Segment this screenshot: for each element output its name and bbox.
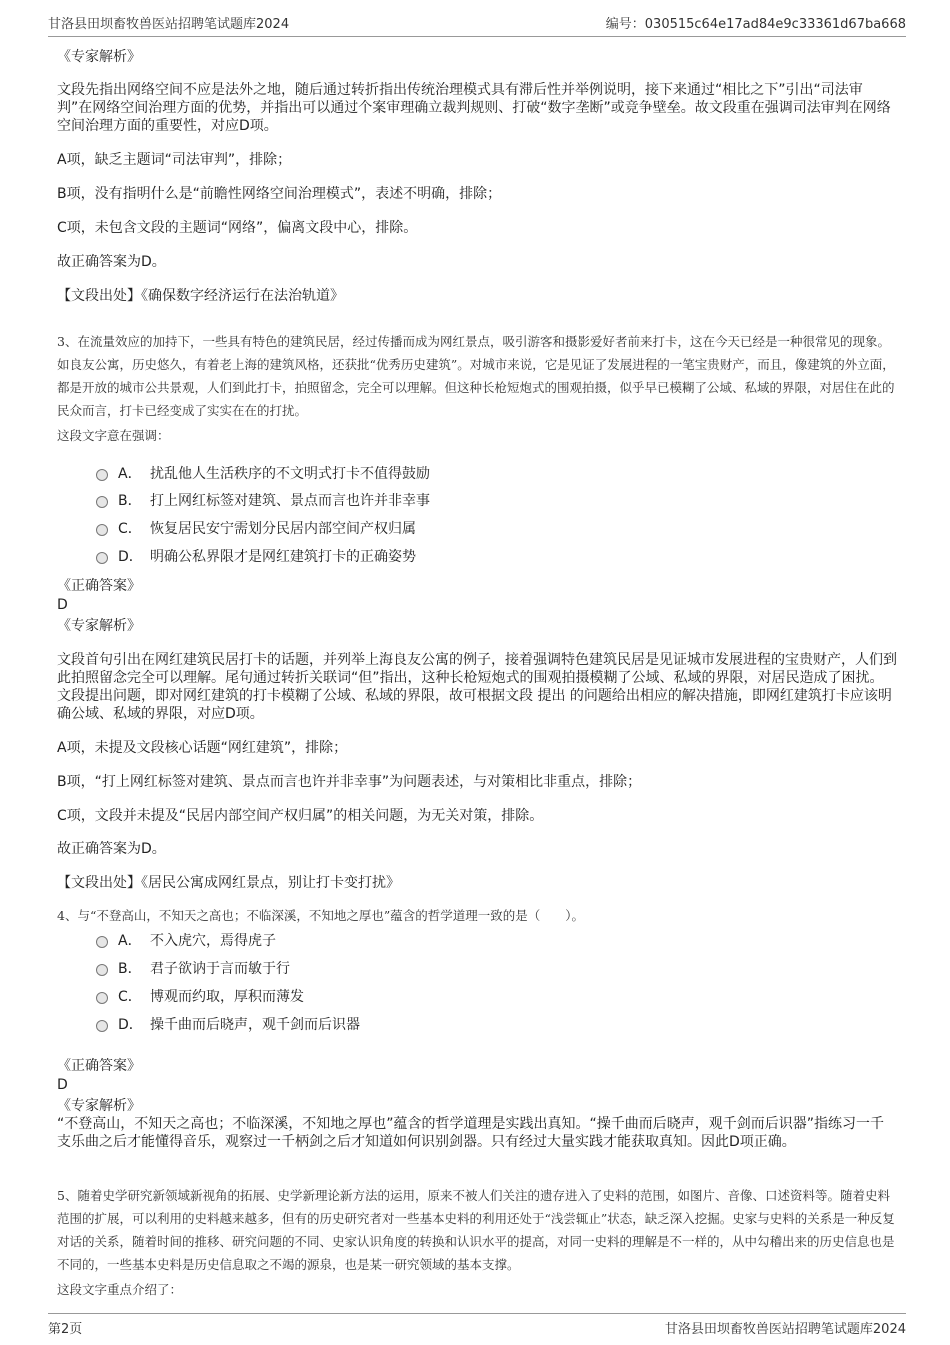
q3-option-a[interactable] [96,463,430,483]
option-label: D． [118,549,143,565]
option-label: C． [118,989,142,1005]
q2-analysis: 文段先指出网络空间不应是法外之地，随后通过转折指出传统治理模式具有滞后性并举例说明，接下来通过“相比之下”引出“司法审判”在网络空间治理方面的优势，并指出可以通过个案审理确立裁判规则、打破“数字垄断”或竞争壁垒。故文段重在强调司法审判在网络空间治理方面的重要性，对应D项。 [57,82,891,134]
q2-conclusion: 故正确答案为D。 [57,254,166,270]
option-label: A． [118,466,142,482]
radio-button[interactable] [96,1020,108,1032]
q3-analysis: 文段首句引出在网红建筑民居打卡的话题，并列举上海良友公寓的例子，接着强调特色建筑民居是见证城市发展进程的宝贵财产，人们到此拍照留念完全可以理解。尾句通过转折关联词“但”指出，这种长枪短炮式的围观拍摄模糊了公域、私域的界限，对居民造成了困扰。文段提出问题，即对网红建筑的打卡模糊了公域、私域的界限，故可根据文段 提出 的问题给出相应的解决措施，即网红建筑打卡应该明确公域、私域的界限，对应D项。 [57,652,897,722]
page-header [48,13,906,37]
q3-analysis-label: 《专家解析》 [57,618,141,634]
q5-stem: 5、随着史学研究新领域新视角的拓展、史学新理论新方法的运用，原来不被人们关注的遗存进入了史料的范围，如图片、音像、口述资料等。随着史料范围的扩展，可以利用的史料越来越多，但有的历史研究者对一些基本史料的利用还处于“浅尝辄止”状态，缺乏深入挖掘。史家与史料的关系是一种反复对话的关系，随着时间的推移、研究问题的不同、史家认识角度的转换和认识水平的提高，对同一史料的理解是不一样的，从中勾稽出来的历史信息也是不同的，一些基本史料是历史信息取之不竭的源泉，也是某一研究领域的基本支撑。 [57,1188,895,1272]
option-label: B． [118,493,142,509]
q3-answer-label: 《正确答案》 [57,578,141,594]
radio-button[interactable] [96,964,108,976]
option-text: 君子欲讷于言而敏于行 [150,961,290,977]
page-number: 第2页 [48,1322,83,1337]
q4-analysis-label: 《专家解析》 [57,1098,141,1114]
q3-option-a-note: A项，未提及文段核心话题“网红建筑”，排除； [57,740,348,756]
q4-analysis: “不登高山，不知天之高也；不临深溪，不知地之厚也”蕴含的哲学道理是实践出真知。“操千曲而后晓声，观千剑而后识器”指练习一千支乐曲之后才能懂得音乐，观察过一千柄剑之后才知道如何识别剑器。只有经过大量实践才能获取真知。因此D项正确。 [57,1116,885,1150]
q2-source: 【文段出处】《确保数字经济运行在法治轨道》 [57,288,344,304]
option-text: 博观而约取，厚积而薄发 [150,989,304,1005]
q3-stem: 3、在流量效应的加持下，一些具有特色的建筑民居，经过传播而成为网红景点，吸引游客和摄影爱好者前来打卡，这在今天已经是一种很常见的现象。如良友公寓，历史悠久，有着老上海的建筑风格，还获批“优秀历史建筑”。对城市来说，它是见证了发展进程的一笔宝贵财产，而且，像建筑的外立面，都是开放的城市公共景观，人们到此打卡，拍照留念，完全可以理解。但这种长枪短炮式的围观拍摄，似乎早已模糊了公域、私域的界限，对居住在此的民众而言，打卡已经变成了实实在在的打扰。 [57,334,895,418]
radio-button[interactable] [96,992,108,1004]
q4-option-c[interactable] [96,986,304,1006]
q4-answer: D [57,1077,68,1093]
option-label: B． [118,961,142,977]
header-title: 甘洛县田坝畜牧兽医站招聘笔试题库2024 [48,17,290,32]
q3-option-c-note: C项，文段并未提及“民居内部空间产权归属”的相关问题，为无关对策，排除。 [57,808,544,824]
q3-option-b-note: B项，“打上网红标签对建筑、景点而言也许并非幸事”为问题表述，与对策相比非重点，排除； [57,774,642,790]
option-text: 不入虎穴，焉得虎子 [150,933,276,949]
radio-button[interactable] [96,552,108,564]
q4-option-d[interactable] [96,1014,360,1034]
radio-button[interactable] [96,524,108,536]
option-text: 操千曲而后晓声，观千剑而后识器 [150,1017,360,1033]
q4-answer-label: 《正确答案》 [57,1058,141,1074]
q4-option-a[interactable] [96,930,276,950]
q4-option-b[interactable] [96,958,290,978]
q4-stem: 4、与“不登高山，不知天之高也；不临深溪，不知地之厚也”蕴含的哲学道理一致的是（ ）。 [57,908,584,923]
radio-button[interactable] [96,496,108,508]
q3-answer: D [57,597,68,613]
footer-title: 甘洛县田坝畜牧兽医站招聘笔试题库2024 [664,1322,906,1337]
q2-option-b-note: B项，没有指明什么是“前瞻性网络空间治理模式”，表述不明确，排除； [57,186,502,202]
q3-source: 【文段出处】《居民公寓成网红景点，别让打卡变打扰》 [57,875,400,891]
option-text: 明确公私界限才是网红建筑打卡的正确姿势 [150,549,416,565]
page-footer [48,1313,906,1337]
q3-prompt: 这段文字意在强调： [57,428,170,443]
option-text: 打上网红标签对建筑、景点而言也许并非幸事 [150,493,430,509]
radio-button[interactable] [96,936,108,948]
q3-conclusion: 故正确答案为D。 [57,841,166,857]
option-label: C． [118,521,142,537]
q2-option-a-note: A项，缺乏主题词“司法审判”，排除； [57,152,292,168]
option-label: A． [118,933,142,949]
document-code: 编号：030515c64e17ad84e9c33361d67ba668 [605,17,906,32]
q3-option-c[interactable] [96,518,416,538]
q3-option-d[interactable] [96,546,416,566]
radio-button[interactable] [96,469,108,481]
q2-option-c-note: C项，未包含文段的主题词“网络”，偏离文段中心，排除。 [57,220,418,236]
option-text: 扰乱他人生活秩序的不文明式打卡不值得鼓励 [150,466,430,482]
q3-option-b[interactable] [96,490,430,510]
option-text: 恢复居民安宁需划分民居内部空间产权归属 [150,521,416,537]
option-label: D． [118,1017,143,1033]
q2-analysis-label: 《专家解析》 [57,49,141,65]
q5-prompt: 这段文字重点介绍了： [57,1282,183,1297]
